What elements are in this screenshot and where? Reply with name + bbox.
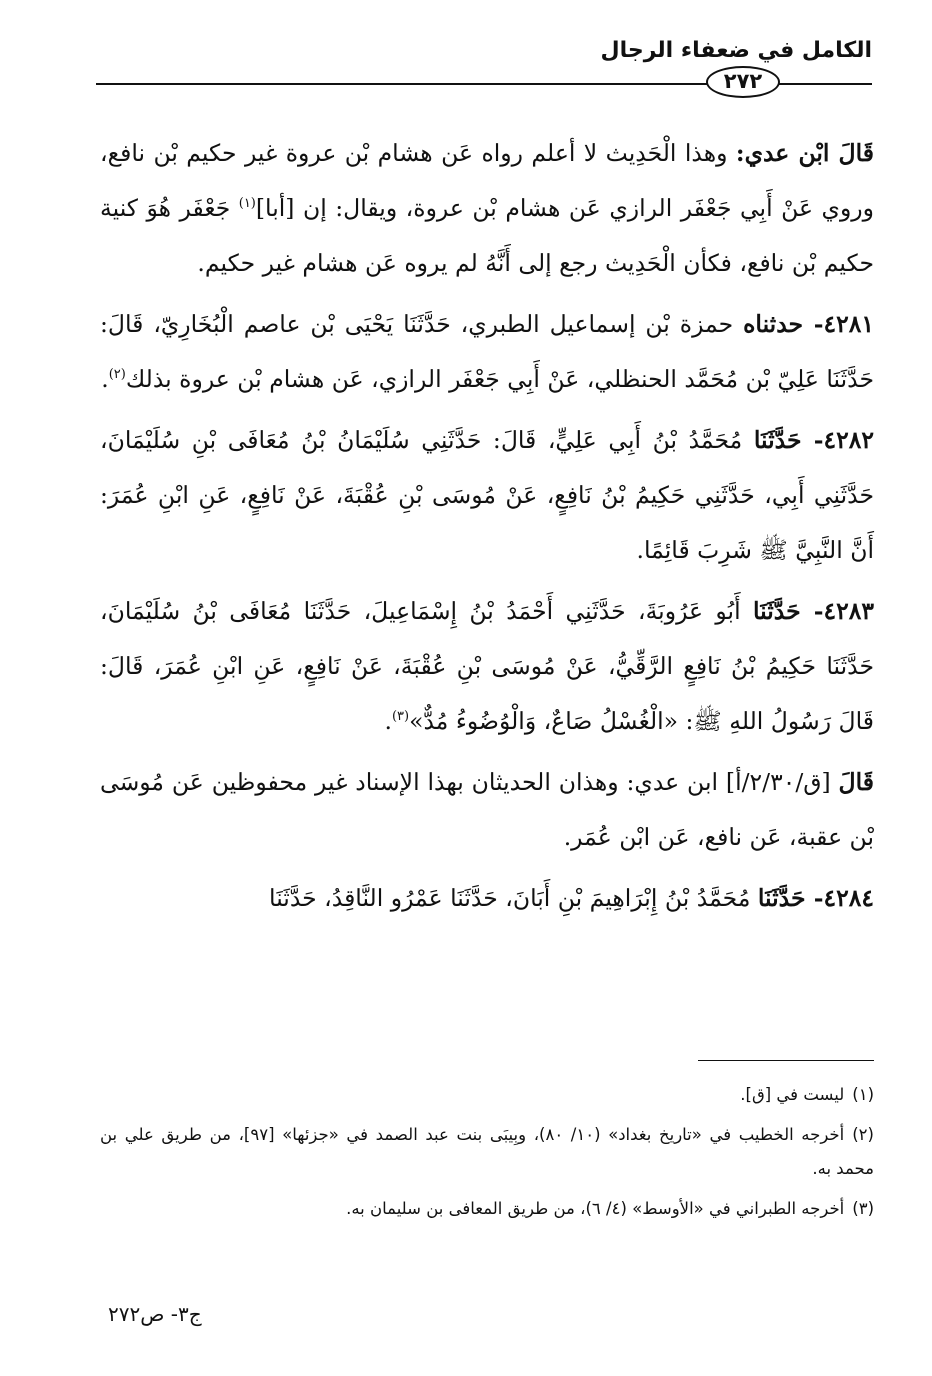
paragraph-lead: قَالَ	[838, 768, 875, 796]
paragraph-tail: جَعْفَر هُوَ كنية حكيم بْن نافع، فكأن الْحَدِيث رجع إلى أَنَّهُ لم يروه عَن هشام غير حكيم.	[100, 194, 874, 277]
hadith-4281	[100, 297, 874, 407]
footnotes	[100, 1078, 874, 1232]
footnote-rule	[698, 1060, 874, 1061]
paragraph-text: وهذا الْحَدِيث لا أعلم رواه عَن هشام بْن عروة غير حكيم بْن نافع، وروي عَنْ أَبِي جَعْفَر الرازي عَن هشام بْن عروة، ويقال: إن [أبا]	[100, 139, 874, 222]
paragraph-5	[100, 755, 874, 865]
paragraph-text: مُحَمَّدُ بْنُ إِبْرَاهِيمَ بْنِ أَبَانَ، حَدَّثَنَا عَمْرُو النَّاقِدُ، حَدَّثَنَا	[269, 884, 758, 912]
footnote-ref: (٢)	[108, 367, 126, 383]
page-number: ٢٧٢	[706, 66, 780, 98]
footnote-mark: (١)	[852, 1085, 874, 1104]
footnote-2	[100, 1118, 874, 1186]
hadith-4283	[100, 584, 874, 749]
main-text	[100, 126, 874, 932]
paragraph-lead: حَدَّثَنَا	[757, 884, 814, 912]
footnote-3	[100, 1192, 874, 1226]
volume-page-signature: ج٣- ص٢٧٢	[108, 1302, 202, 1326]
footnote-mark: (٢)	[852, 1125, 874, 1144]
paragraph-text: مُحَمَّدُ بْنُ أَبِي عَلِيٍّ، قَالَ: حَدَّثَنِي سُلَيْمَانُ بْنُ مُعَافَى بْنِ سُلَيْمَانَ، حَدَّثَنِي أَبِي، حَدَّثَنِي حَكِيمُ بْنُ نَافِعٍ، عَنْ مُوسَى بْنِ عُقْبَةَ، عَنْ نَافِعٍ، عَنِ ابْنِ عُمَرَ: أَنَّ النَّبِيَّ ﷺ شَرِبَ قَائِمًا.	[100, 426, 874, 564]
hadith-number: ٤٢٨١-	[813, 310, 874, 338]
paragraph-tail: .	[384, 707, 392, 735]
footnote-ref: (٣)	[391, 709, 410, 725]
footnote-mark: (٣)	[852, 1199, 874, 1218]
paragraph-lead: حدثناه	[743, 310, 814, 338]
footnote-text: أخرجه الطبراني في «الأوسط» (٤/ ٦)، من طريق المعافى بن سليمان به.	[346, 1199, 845, 1218]
hadith-number: ٤٢٨٣-	[813, 597, 874, 625]
paragraph-text: [ق/٢/٣٠/أ] ابن عدي: وهذان الحديثان بهذا الإسناد غير محفوظين عَن مُوسَى بْن عقبة، عَن نافع، عَن ابْن عُمَر.	[100, 768, 874, 851]
footnote-1	[100, 1078, 874, 1112]
footnote-text: أخرجه الخطيب في «تاريخ بغداد» (١٠/ ٨٠)، وبِيبَى بنت عبد الصمد في «جزئها» [٩٧]، من طريق علي بن محمد به.	[100, 1125, 874, 1178]
page-header	[96, 38, 872, 98]
paragraph-lead: حَدَّثَنَا	[753, 597, 814, 625]
hadith-number: ٤٢٨٢-	[813, 426, 874, 454]
hadith-number: ٤٢٨٤-	[813, 884, 874, 912]
paragraph-text: حمزة بْن إسماعيل الطبري، حَدَّثَنَا يَحْيَى بْن عاصم الْبُخَارِيّ، قَالَ: حَدَّثَنَا عَلِيّ بْن مُحَمَّد الحنظلي، عَنْ أَبِي جَعْفَر الرازي، عَن هشام بْن عروة بذلك	[100, 310, 874, 393]
paragraph-lead: حَدَّثَنَا	[753, 426, 814, 454]
footnote-text: ليست في [ق].	[740, 1085, 845, 1104]
paragraph-1	[100, 126, 874, 291]
paragraph-lead: قَالَ ابْن عدي:	[735, 139, 875, 167]
hadith-4282	[100, 413, 874, 578]
hadith-4284	[100, 871, 874, 926]
book-title: الكامل في ضعفاء الرجال	[600, 38, 872, 63]
paragraph-tail: .	[101, 365, 109, 393]
footnote-ref: (١)	[238, 196, 256, 212]
paragraph-text: أَبُو عَرُوبَةَ، حَدَّثَنِي أَحْمَدُ بْنُ إِسْمَاعِيلَ، حَدَّثَنَا مُعَافَى بْنُ سُلَيْمَانَ، حَدَّثَنَا حَكِيمُ بْنُ نَافِعٍ الرَّقِّيُّ، عَنْ مُوسَى بْنِ عُقْبَةَ، عَنْ نَافِعٍ، عَنِ ابْنِ عُمَرَ، قَالَ: قَالَ رَسُولُ اللهِ ﷺ: «الْغُسْلُ صَاعٌ، وَالْوُضُوءُ مُدٌّ»	[100, 597, 874, 735]
